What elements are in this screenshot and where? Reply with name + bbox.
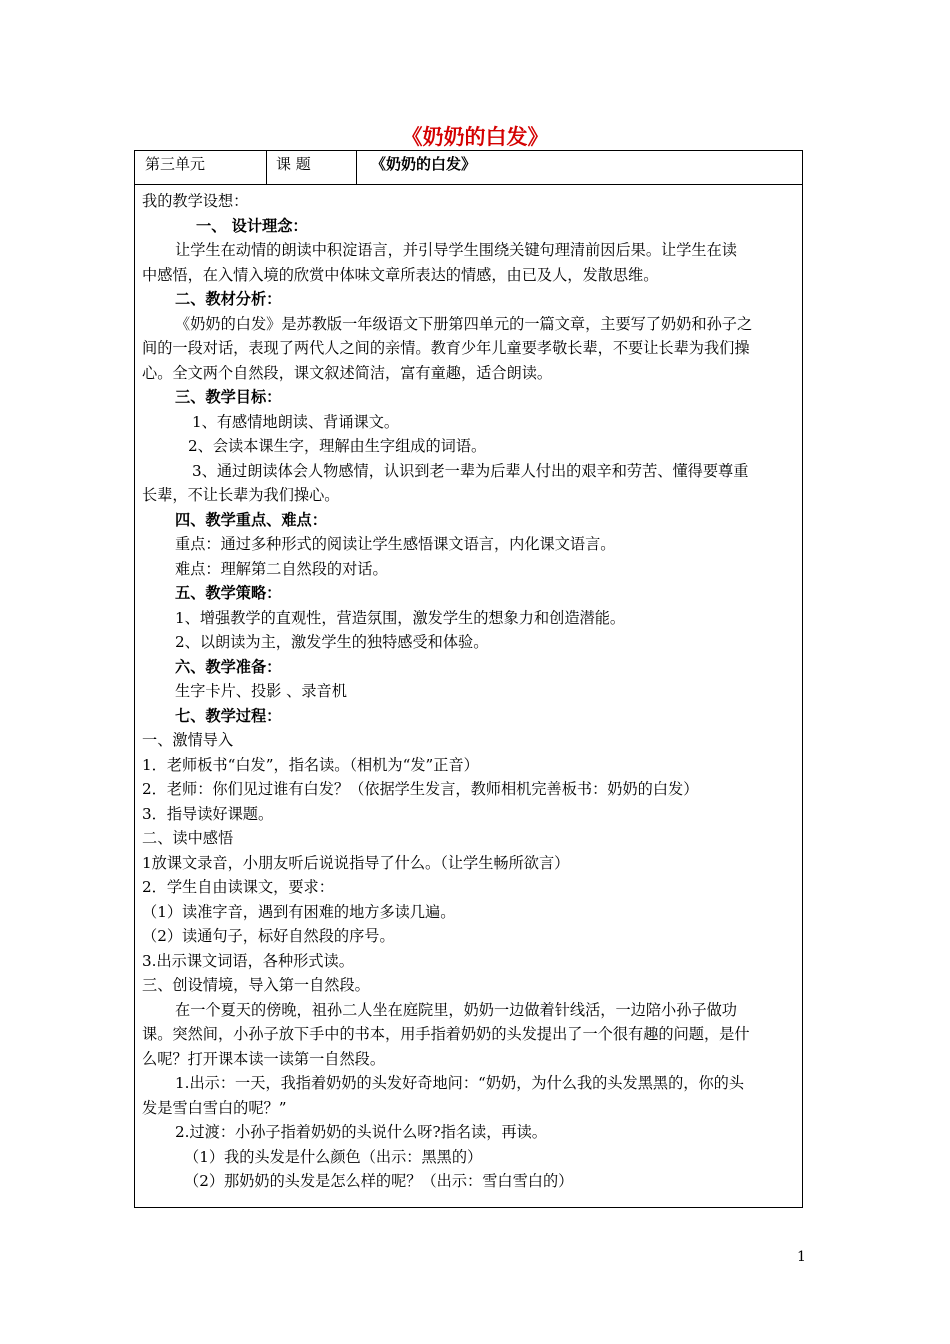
text-line: 么呢？打开课本读一读第一自然段。 (142, 1049, 385, 1068)
text-line: 2．老师：你们见过谁有白发？（依据学生发言，教师相机完善板书：奶奶的白发） (142, 780, 699, 798)
text-line: 发是雪白雪白的呢？” (142, 1098, 287, 1117)
text-line: 课。突然间，小孙子放下手中的书本，用手指着奶奶的头发提出了一个很有趣的问题，是什 (142, 1025, 750, 1043)
text-line: 3．指导读好课题。 (142, 804, 274, 823)
lesson-plan-body (135, 185, 802, 1194)
lesson-plan-table (134, 150, 803, 1208)
text-line: （1）我的头发是什么颜色（出示：黑黑的） (184, 1147, 483, 1166)
topic-value-cell: 《奶奶的白发》 (371, 155, 477, 173)
section-heading: 六、教学准备： (175, 657, 282, 676)
topic-label-cell: 课 题 (267, 151, 357, 184)
text-line: 1、增强教学的直观性，营造氛围，激发学生的想象力和创造潜能。 (175, 608, 626, 627)
text-line: 3、通过朗读体会人物感情，认识到老一辈为后辈人付出的艰辛和劳苦、懂得要尊重 (192, 461, 749, 480)
text-line: 1．老师板书“白发”，指名读。（相机为“发”正音） (142, 755, 479, 774)
section-heading: 四、教学重点、难点： (175, 510, 327, 529)
text-line: 中感悟，在入情入境的欣赏中体味文章所表达的情感，由已及人，发散思维。 (142, 265, 659, 284)
text-line: 间的一段对话，表现了两代人之间的亲情。教育少年儿童要孝敬长辈，不要让长辈为我们操 (142, 339, 750, 357)
text-line: 2.过渡：小孙子指着奶奶的头说什么呀?指名读，再读。 (175, 1123, 547, 1141)
text-line: 2、以朗读为主，激发学生的独特感受和体验。 (175, 633, 489, 651)
text-line: 一、激情导入 (142, 731, 234, 749)
text-line: 二、读中感悟 (142, 829, 234, 847)
text-line: 1放课文录音，小朋友听后说说指导了什么。（让学生畅所欲言） (142, 853, 570, 872)
text-line: 2、会读本课生字，理解由生字组成的词语。 (188, 437, 487, 455)
text-line: 《奶奶的白发》是苏教版一年级语文下册第四单元的一篇文章，主要写了奶奶和孙子之 (175, 314, 753, 333)
text-line: 让学生在动情的朗读中积淀语言，并引导学生围绕关键句理清前因后果。让学生在读 (175, 241, 737, 259)
text-line: （1）读准字音，遇到有困难的地方多读几遍。 (142, 902, 456, 921)
text-line: 重点：通过多种形式的阅读让学生感悟课文语言，内化课文语言。 (175, 535, 616, 553)
section-heading: 二、教材分析： (175, 290, 282, 308)
text-line: 在一个夏天的傍晚，祖孙二人坐在庭院里，奶奶一边做着针线活，一边陪小孙子做功 (175, 1000, 737, 1019)
text-line: 生字卡片、投影 、录音机 (175, 682, 347, 700)
text-line: 2．学生自由读课文，要求： (142, 878, 334, 896)
text-line: 难点：理解第二自然段的对话。 (175, 559, 388, 578)
page-number: 1 (797, 1249, 806, 1265)
document-title: 《奶奶的白发》 (401, 125, 549, 149)
text-line: （2）读通句子，标好自然段的序号。 (142, 927, 395, 945)
section-heading: 三、教学目标： (175, 388, 282, 406)
unit-cell: 第三单元 (135, 151, 267, 184)
table-header-row (135, 151, 802, 185)
section-heading: 五、教学策略： (175, 584, 282, 602)
text-line: 长辈，不让长辈为我们操心。 (142, 486, 340, 504)
text-line: 1.出示：一天，我指着奶奶的头发好奇地问：“奶奶，为什么我的头发黑黑的，你的头 (175, 1074, 745, 1092)
text-line: 三、创设情境，导入第一自然段。 (142, 976, 370, 994)
text-line: 心。全文两个自然段，课文叙述简洁，富有童趣，适合朗读。 (142, 363, 553, 382)
text-line: 我的教学设想： (142, 192, 249, 210)
text-line: 1、有感情地朗读、背诵课文。 (192, 412, 400, 431)
section-heading: 七、教学过程： (175, 706, 282, 725)
text-line: 3.出示课文词语，各种形式读。 (142, 951, 354, 970)
section-heading: 一、 设计理念： (196, 216, 308, 235)
text-line: （2）那奶奶的头发是怎么样的呢？（出示：雪白雪白的） (184, 1172, 574, 1190)
